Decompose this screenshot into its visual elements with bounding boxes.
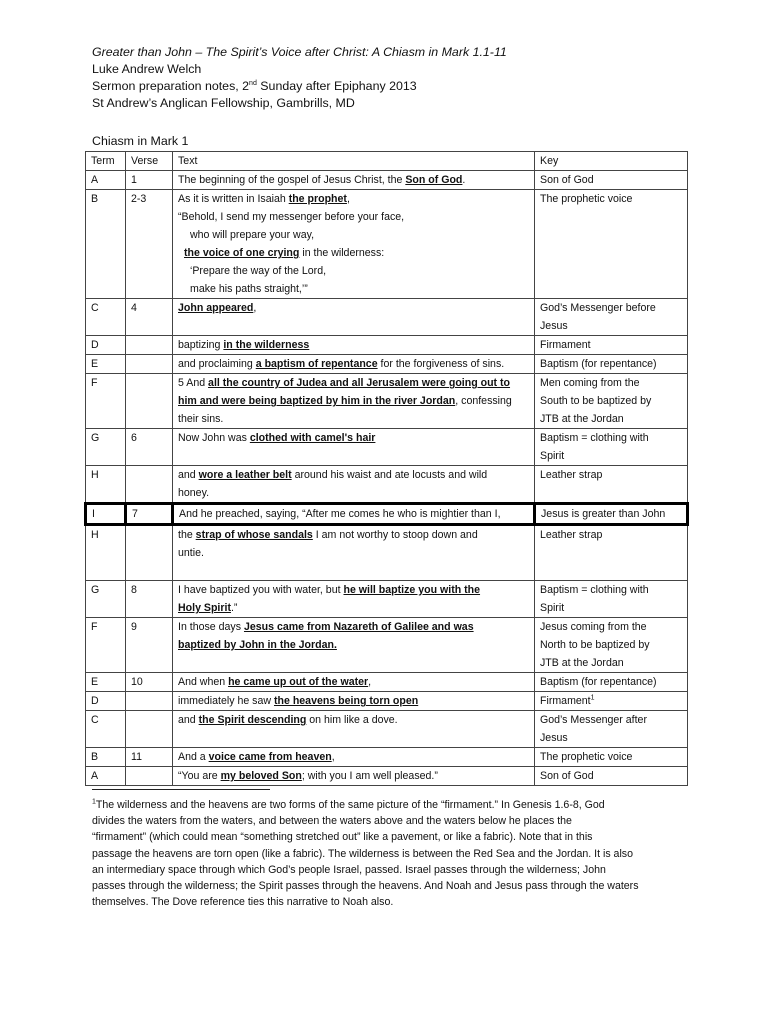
table-row: [86, 525, 688, 581]
verse-cell: [126, 355, 173, 374]
key-line: Leather strap: [540, 529, 603, 541]
text-line: [178, 748, 529, 766]
key-phrase: he came up out of the water: [228, 676, 369, 688]
text-line: [178, 767, 529, 785]
table-row: [86, 190, 688, 299]
text-segment: ‘Prepare the way of the Lord,: [190, 265, 327, 277]
key-phrase: the prophet: [288, 193, 347, 205]
text-segment: Now John was: [178, 432, 250, 444]
footnote-line: [92, 797, 692, 813]
table-row: [86, 618, 688, 673]
term-cell: A: [86, 767, 126, 786]
text-segment: I have baptized you with water, but: [178, 584, 344, 596]
table-row: [86, 429, 688, 466]
term-cell: H: [86, 525, 126, 581]
text-segment: And when: [178, 676, 229, 688]
text-segment: In those days: [178, 621, 244, 633]
footnote-line: [92, 829, 692, 845]
text-cell: [173, 466, 535, 504]
text-line: [178, 190, 529, 208]
verse-cell: [126, 336, 173, 355]
text-line: [178, 581, 529, 599]
text-segment: untie.: [178, 547, 204, 559]
text-line: [178, 336, 529, 354]
footnote-line: [92, 846, 692, 862]
text-cell: [173, 336, 535, 355]
text-line: [178, 636, 529, 654]
verse-cell: 4: [126, 299, 173, 336]
verse-cell: [126, 692, 173, 711]
text-line: [179, 505, 528, 523]
text-line: [178, 280, 529, 298]
text-cell: [173, 581, 535, 618]
table-row: [86, 711, 688, 748]
text-segment: .: [462, 174, 466, 186]
key-cell: [535, 618, 688, 673]
key-cell: [535, 673, 688, 692]
key-line: Leather strap: [540, 469, 603, 481]
key-phrase: he will baptize you with the: [343, 584, 481, 596]
text-cell: [173, 711, 535, 748]
table-row: [86, 466, 688, 504]
text-cell: [173, 429, 535, 466]
sermon-notes-line: [92, 78, 712, 95]
footnote-line: [92, 862, 692, 878]
footnote-text: an intermediary space through which God’s people Israel, passed. Israel passes through the wilderness; John: [92, 863, 606, 876]
text-segment: in the wilderness:: [299, 247, 385, 259]
footnote-text: themselves. The Dove reference ties this narrative to Noah also.: [92, 896, 394, 909]
text-segment: honey.: [178, 487, 210, 499]
key-cell: [535, 299, 688, 336]
text-line: [178, 374, 529, 392]
term-cell: C: [86, 299, 126, 336]
text-segment: And a: [178, 751, 209, 763]
text-line: [178, 654, 529, 672]
text-segment: on him like a dove.: [306, 714, 398, 726]
footnote-marker: 1: [92, 798, 96, 806]
key-line: Spirit: [540, 602, 565, 614]
text-segment: for the forgiveness of sins.: [377, 358, 505, 370]
key-phrase: John appeared: [178, 302, 254, 314]
text-cell: [173, 692, 535, 711]
header-verse: Verse: [126, 152, 173, 171]
verse-cell: [126, 711, 173, 748]
key-cell: [535, 171, 688, 190]
document-author: Luke Andrew Welch: [92, 62, 202, 76]
text-segment: And he preached, saying, “After me comes he who is mightier than I,: [179, 508, 501, 520]
text-line: [178, 262, 529, 280]
key-line: North to be baptized by: [540, 639, 650, 651]
key-cell: [535, 355, 688, 374]
text-cell: [173, 190, 535, 299]
verse-cell: 1: [126, 171, 173, 190]
text-line: [178, 692, 529, 710]
text-cell: [173, 525, 535, 581]
text-segment: ,: [253, 302, 257, 314]
document-header: [92, 44, 712, 112]
term-cell: A: [86, 171, 126, 190]
key-cell: [535, 466, 688, 504]
term-cell: H: [86, 466, 126, 504]
text-segment: and: [178, 714, 199, 726]
footnote: [92, 797, 692, 910]
footnote-text: divides the waters from the waters, and between the waters above and the waters below he places the: [92, 815, 572, 828]
text-cell: [173, 374, 535, 429]
verse-cell: [126, 525, 173, 581]
verse-cell: [126, 466, 173, 504]
key-cell: [535, 429, 688, 466]
key-phrase: a baptism of repentance: [255, 358, 378, 370]
table-row: [86, 299, 688, 336]
key-cell: [535, 711, 688, 748]
table-body: [86, 171, 688, 786]
notes-ordinal-suffix: nd: [249, 79, 257, 87]
key-line: Son of God: [540, 770, 594, 782]
footnote-text: The wilderness and the heavens are two forms of the same picture of the “firmament.” In Genesis 1.6-8, God: [95, 799, 605, 811]
church-name: St Andrew’s Anglican Fellowship, Gambrills, MD: [92, 96, 355, 110]
term-cell: I: [86, 504, 126, 525]
verse-cell: 6: [126, 429, 173, 466]
verse-cell: 8: [126, 581, 173, 618]
text-line: [178, 711, 529, 729]
key-phrase: Holy Spirit: [178, 602, 231, 614]
table-row: [86, 374, 688, 429]
text-line: [178, 544, 529, 562]
verse-cell: 7: [126, 504, 173, 525]
key-cell: [535, 767, 688, 786]
text-segment: their sins.: [178, 413, 224, 425]
key-phrase: him and were being baptized by him in the river Jordan: [178, 395, 456, 407]
table-row: [86, 355, 688, 374]
notes-suffix: Sunday after Epiphany 2013: [256, 79, 417, 93]
text-segment: ; with you I am well pleased.”: [301, 770, 438, 782]
key-phrase: strap of whose sandals: [195, 529, 313, 541]
table-row: [86, 336, 688, 355]
key-line: Spirit: [540, 450, 565, 462]
text-segment: and: [178, 469, 199, 481]
table-row: [86, 504, 688, 525]
key-phrase: the heavens being torn open: [273, 695, 419, 707]
term-cell: D: [86, 692, 126, 711]
text-segment: The beginning of the gospel of Jesus Christ, the: [178, 174, 406, 186]
key-phrase: clothed with camel's hair: [249, 432, 376, 444]
text-cell: [173, 767, 535, 786]
notes-prefix: Sermon preparation notes, 2: [92, 79, 250, 93]
footnote-text: passes through the wilderness; the Spirit passes through the heavens. And Noah and Jesus pass through the waters: [92, 880, 639, 893]
table-caption: Chiasm in Mark 1: [92, 134, 189, 148]
footnote-line: [92, 894, 692, 910]
key-cell: [535, 374, 688, 429]
key-line: JTB at the Jordan: [540, 657, 624, 669]
verse-cell: [126, 767, 173, 786]
text-segment: 5 And: [178, 377, 209, 389]
text-segment: immediately he saw: [178, 695, 274, 707]
text-line: [178, 355, 529, 373]
verse-cell: [126, 374, 173, 429]
term-cell: D: [86, 336, 126, 355]
term-cell: E: [86, 673, 126, 692]
term-cell: B: [86, 748, 126, 767]
table-row: [86, 748, 688, 767]
text-segment: make his paths straight,’”: [190, 283, 308, 295]
verse-cell: 11: [126, 748, 173, 767]
text-cell: [173, 618, 535, 673]
key-line: Son of God: [540, 174, 594, 186]
key-line: Jesus is greater than John: [541, 508, 666, 520]
text-segment: and proclaiming: [178, 358, 256, 370]
text-line: [178, 599, 529, 617]
text-segment: I am not worthy to stoop down and: [312, 529, 478, 541]
footnote-text: passage the heavens are torn open (like a fabric). The wilderness is between the Red Sea and the Jordan. It is also: [92, 847, 633, 860]
key-cell: [535, 504, 688, 525]
footnote-line: [92, 878, 692, 894]
key-line: Jesus: [540, 320, 568, 332]
key-phrase: the voice of one crying: [184, 247, 300, 259]
text-segment: the: [178, 529, 196, 541]
text-segment: “Behold, I send my messenger before your face,: [178, 211, 405, 223]
footnote-text: “firmament” (which could mean “something stretched out” like a pavement, or like a fabric). Note that in this: [92, 831, 593, 844]
key-line: Firmament: [540, 339, 591, 351]
key-line: Baptism = clothing with: [540, 584, 649, 596]
key-phrase: the Spirit descending: [198, 714, 307, 726]
key-phrase: my beloved Son: [220, 770, 302, 782]
text-line: [178, 244, 529, 262]
key-line: Jesus: [540, 732, 568, 744]
text-segment: around his waist and ate locusts and wild: [291, 469, 488, 481]
term-cell: F: [86, 374, 126, 429]
key-line: Men coming from the: [540, 377, 640, 389]
key-cell: [535, 525, 688, 581]
text-segment: ,: [368, 676, 372, 688]
key-cell: [535, 336, 688, 355]
key-line: Baptism (for repentance): [540, 358, 657, 370]
header-text: Text: [173, 152, 535, 171]
text-line: [178, 171, 529, 189]
text-cell: [173, 673, 535, 692]
key-line: Firmament$^1$: [540, 694, 595, 707]
key-line: The prophetic voice: [540, 193, 633, 205]
text-line: [178, 618, 529, 636]
text-cell: [173, 171, 535, 190]
text-line: [178, 466, 529, 484]
key-cell: [535, 748, 688, 767]
header-term: Term: [86, 152, 126, 171]
key-line: South to be baptized by: [540, 395, 652, 407]
text-line: [178, 392, 529, 410]
text-line: [178, 410, 529, 428]
key-line: JTB at the Jordan: [540, 413, 624, 425]
table-row: [86, 581, 688, 618]
footnote-separator: [92, 789, 270, 790]
table-header-row: [86, 152, 688, 171]
footnote-line: [92, 813, 692, 829]
verse-cell: 10: [126, 673, 173, 692]
text-line: [178, 429, 529, 447]
text-line: [178, 562, 529, 580]
text-line: [178, 484, 529, 502]
term-cell: E: [86, 355, 126, 374]
key-line: The prophetic voice: [540, 751, 633, 763]
key-phrase: wore a leather belt: [198, 469, 292, 481]
key-phrase: baptized by John in the Jordan.: [178, 639, 337, 651]
text-segment: .”: [230, 602, 238, 614]
key-cell: [535, 692, 688, 711]
key-phrase: in the wilderness: [223, 339, 310, 351]
key-line: Jesus coming from the: [540, 621, 647, 633]
key-cell: [535, 581, 688, 618]
table-row: [86, 692, 688, 711]
key-line: God’s Messenger before: [540, 302, 656, 314]
key-line: Baptism = clothing with: [540, 432, 649, 444]
footnote-ref: 1: [590, 694, 595, 702]
term-cell: G: [86, 581, 126, 618]
text-line: [178, 208, 529, 226]
verse-cell: 2-3: [126, 190, 173, 299]
term-cell: C: [86, 711, 126, 748]
table-row: [86, 673, 688, 692]
text-line: [178, 526, 529, 544]
chiasm-table: [84, 151, 689, 786]
table-row: [86, 171, 688, 190]
text-segment: “You are: [178, 770, 221, 782]
term-cell: B: [86, 190, 126, 299]
text-segment: As it is written in Isaiah: [178, 193, 289, 205]
text-cell: [173, 504, 535, 525]
term-cell: G: [86, 429, 126, 466]
text-cell: [173, 355, 535, 374]
key-phrase: voice came from heaven: [208, 751, 332, 763]
text-segment: baptizing: [178, 339, 224, 351]
key-line: Baptism (for repentance): [540, 676, 657, 688]
text-cell: [173, 748, 535, 767]
key-phrase: Son of God: [405, 174, 463, 186]
key-cell: [535, 190, 688, 299]
document-title: Greater than John – The Spirit’s Voice after Christ: A Chiasm in Mark 1.1-11: [92, 45, 507, 59]
text-cell: [173, 299, 535, 336]
text-line: [178, 673, 529, 691]
text-segment: , confessing: [455, 395, 512, 407]
text-segment: ,: [331, 751, 335, 763]
text-segment: who will prepare your way,: [190, 229, 315, 241]
text-line: [178, 226, 529, 244]
header-key: Key: [535, 152, 688, 171]
table-row: [86, 767, 688, 786]
text-line: [178, 299, 529, 317]
term-cell: F: [86, 618, 126, 673]
verse-cell: 9: [126, 618, 173, 673]
text-segment: ,: [346, 193, 350, 205]
key-phrase: Jesus came from Nazareth of Galilee and was: [243, 621, 474, 633]
key-line: God’s Messenger after: [540, 714, 647, 726]
key-phrase: all the country of Judea and all Jerusalem were going out to: [208, 377, 511, 389]
